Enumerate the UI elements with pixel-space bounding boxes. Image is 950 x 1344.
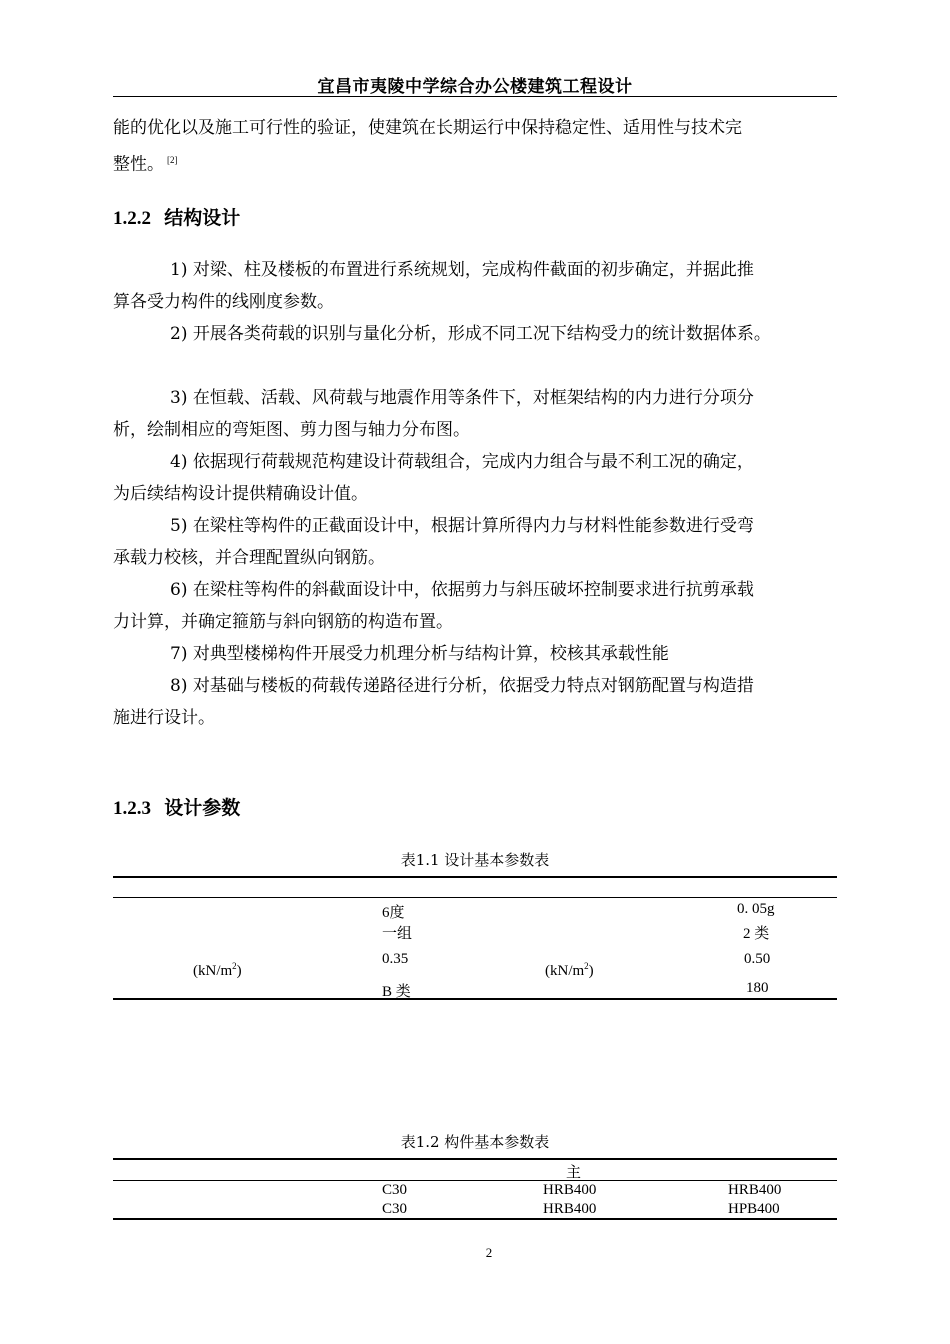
table-2-cell: HRB400 [543, 1182, 597, 1198]
table-1-unit-cell: $(kN/m^2)$ [545, 961, 594, 979]
header-rule [113, 96, 837, 97]
table-1-cell: 0.35 [382, 951, 409, 967]
table-2-cell: C30 [382, 1182, 408, 1198]
table-2-top-rule [113, 1158, 837, 1160]
section-number: 1.2.2 [113, 208, 151, 229]
intro-line-2 [113, 144, 837, 181]
section-heading-1-2-2 [113, 203, 240, 230]
intro-line-2-text: 整性。 [113, 154, 164, 175]
table-1-header-rule [113, 897, 837, 898]
list-item-8-line-1: 8) 对基础与楼板的荷载传递路径进行分析，依据受力特点对钢筋配置与构造措 [170, 676, 754, 696]
list-item-2-line-1: 2) 开展各类荷载的识别与量化分析，形成不同工况下结构受力的统计数据体系。 [170, 324, 771, 344]
table-2-cell: HPB400 [728, 1201, 780, 1217]
section-title: 设计参数 [164, 797, 241, 819]
table-1-bottom-rule [113, 998, 837, 1000]
list-item-8-line-2: 施进行设计。 [113, 708, 215, 728]
table-1-cell: 0.50 [744, 951, 771, 967]
table-1-top-rule [113, 876, 837, 878]
list-item-6-line-2: 力计算，并确定箍筋与斜向钢筋的构造布置。 [113, 612, 453, 632]
list-item-4-line-1: 4) 依据现行荷载规范构建设计荷载组合，完成内力组合与最不利工况的确定， [170, 452, 754, 472]
intro-line-1: 能的优化以及施工可行性的验证，使建筑在长期运行中保持稳定性、适用性与技术完 [113, 118, 742, 138]
list-item-1-line-1: 1) 对梁、柱及楼板的布置进行系统规划，完成构件截面的初步确定，并据此推 [170, 260, 754, 280]
table-1-cell: 0. 05g [737, 901, 775, 917]
list-item-5-line-2: 承载力校核，并合理配置纵向钢筋。 [113, 548, 385, 568]
table-1-caption: 表1.1 设计基本参数表 [400, 851, 550, 869]
table-2-caption: 表1.2 构件基本参数表 [400, 1133, 550, 1151]
table-1-cell: B 类 [382, 984, 411, 1000]
list-item-5-line-1: 5) 在梁柱等构件的正截面设计中，根据计算所得内力与材料性能参数进行受弯 [170, 516, 754, 536]
table-2-bottom-rule [113, 1218, 837, 1220]
table-2-cell: HRB400 [728, 1182, 782, 1198]
table-1-cell: 180 [746, 980, 769, 996]
page-number: 2 [485, 1245, 493, 1260]
list-item-3-line-1: 3) 在恒载、活载、风荷载与地震作用等条件下，对框架结构的内力进行分项分 [170, 388, 754, 408]
table-1-cell: 6度 [382, 905, 405, 921]
section-title: 结构设计 [164, 207, 241, 229]
page-header-title: 宜昌市夷陵中学综合办公楼建筑工程设计 [317, 77, 633, 97]
table-1-unit-cell: $(kN/m^2)$ [193, 961, 242, 979]
list-item-4-line-2: 为后续结构设计提供精确设计值。 [113, 484, 368, 504]
section-number: 1.2.3 [113, 798, 151, 819]
list-item-6-line-1: 6) 在梁柱等构件的斜截面设计中，依据剪力与斜压破坏控制要求进行抗剪承载 [170, 580, 754, 600]
table-2-cell: C30 [382, 1201, 408, 1217]
table-2-cell: HRB400 [543, 1201, 597, 1217]
table-1-cell: 2 类 [743, 926, 770, 942]
table-2-header-rule [113, 1180, 837, 1181]
list-item-7-line-1: 7) 对典型楼梯构件开展受力机理分析与结构计算，校核其承载性能 [170, 644, 669, 664]
citation: [2] [167, 155, 178, 165]
table-2-header-cell: 主 [566, 1165, 582, 1181]
list-item-3-line-2: 析，绘制相应的弯矩图、剪力图与轴力分布图。 [113, 420, 470, 440]
list-item-1-line-2: 算各受力构件的线刚度参数。 [113, 292, 334, 312]
section-heading-1-2-3 [113, 793, 240, 820]
table-1-cell: 一组 [382, 926, 413, 942]
